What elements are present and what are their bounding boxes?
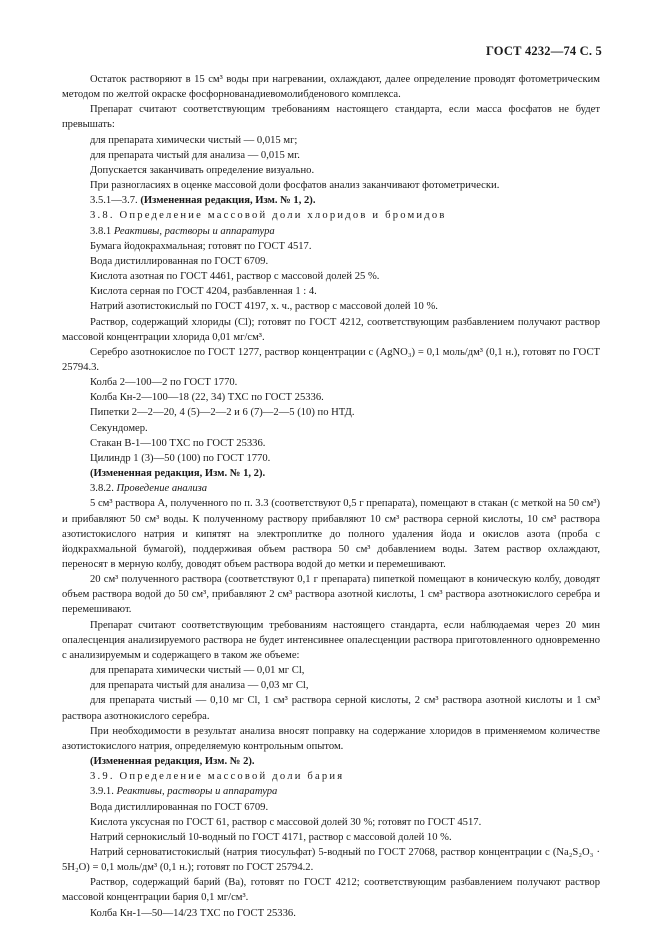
reagent-item: Раствор, содержащий барий (Ва), готовят по ГОСТ 4212; соответствующим разбавлением получают раствор массовой концентрации бария 0,1 мг/см³. xyxy=(62,877,600,904)
list-item: для препарата чистый — 0,10 мг Cl, 1 см³ раствора серной кислоты, 2 см³ раствора азотной кислоты и 1 см³ раствора азотнокислого серебра. xyxy=(62,695,600,722)
subsection-title: Проведение анализа xyxy=(116,483,208,495)
reagent-item: Вода дистиллированная по ГОСТ 6709. xyxy=(90,255,269,267)
subsection-title: Реактивы, растворы и аппаратура xyxy=(113,225,275,237)
equipment-item: Цилиндр 1 (3)—50 (100) по ГОСТ 1770. xyxy=(90,452,271,464)
list-item: для препарата химически чистый — 0,015 мг; xyxy=(90,134,298,146)
reagent-item: Бумага йодокрахмальная; готовят по ГОСТ 4517. xyxy=(90,240,312,252)
document-body xyxy=(62,72,600,921)
subsection-number: 3.8.1 xyxy=(90,225,114,237)
paragraph: При разногласиях в оценке массовой доли фосфатов анализ заканчивают фотометрически. xyxy=(90,180,500,192)
subsection-number: 3.8.2. xyxy=(90,483,117,495)
revision-note: (Измененная редакция, Изм. № 2). xyxy=(90,756,255,768)
subsection-heading xyxy=(62,481,600,496)
reagent-item: Серебро азотнокислое по ГОСТ 1277, раствор концентрации c (AgNO₃) = 0,1 моль/дм³ (0,1 н.), готовят по ГОСТ 25794.3. xyxy=(62,346,600,373)
paragraph: 20 см³ полученного раствора (соответствуют 0,1 г препарата) пипеткой помещают в коническую колбу, доводят объем раствора водой до 50 см³, прибавляют 2 см³ раствора азотной кислоты, 1 см³ раствора азотнокислого серебра и перемешивают. xyxy=(62,574,600,616)
paragraph: При необходимости в результат анализа вносят поправку на содержание хлоридов в применяемом количестве азотистокислого натрия, определяемую контрольным опытом. xyxy=(62,725,600,752)
paragraph: Остаток растворяют в 15 см³ воды при нагревании, охлаждают, далее определение проводят фотометрическим методом по желтой окраске фосфорнованадиевомолибденового комплекса. xyxy=(62,74,600,101)
paragraph: Препарат считают соответствующим требованиям настоящего стандарта, если наблюдаемая через 20 мин опалесценция анализируемого раствора не будет интенсивнее опалесценции раствора приготовленного одновременно с анализируемым и содержащего в таком же объеме: xyxy=(62,619,600,661)
reagent-item: Натрий сернокислый 10-водный по ГОСТ 4171, раствор с массовой долей 10 %. xyxy=(90,831,452,843)
list-item: для препарата химически чистый — 0,01 мг Cl, xyxy=(90,665,305,677)
revision-note xyxy=(62,193,600,208)
equipment-item: Секундомер. xyxy=(90,422,148,434)
list-item: для препарата чистый для анализа — 0,015 мг. xyxy=(90,149,300,161)
reagent-item: Кислота уксусная по ГОСТ 61, раствор с массовой долей 30 %; готовят по ГОСТ 4517. xyxy=(90,816,482,828)
section-heading: 3.8. Определение массовой доли хлоридов и бромидов xyxy=(90,210,447,222)
paragraph: 5 см³ раствора А, полученного по п. 3.3 (соответствуют 0,5 г препарата), помещают в стакан (с меткой на 50 см³) и прибавляют 50 см³ воды. К полученному раствору прибавляют 10 см³ раствора серной кислоты, 10 см³ раствора азотистокислого натрия и кипятят на электроплитке до полного удаления йода и окислов азота (проба с йодкрахмальной бумагой), поддерживая объем раствора 50 см³ добавлением воды. Затем раствор охлаждают, переносят в мерную колбу, доводят объем раствора водой до метки и перемешивают. xyxy=(62,498,600,570)
equipment-item: Колба 2—100—2 по ГОСТ 1770. xyxy=(90,377,238,389)
list-item: для препарата чистый для анализа — 0,03 мг Cl, xyxy=(90,680,309,692)
equipment-item: Стакан В-1—100 ТХС по ГОСТ 25336. xyxy=(90,437,266,449)
revision-label: (Измененная редакция, Изм. № 1, 2). xyxy=(140,195,316,207)
subsection-title: Реактивы, растворы и аппаратура xyxy=(116,786,278,798)
paragraph: Препарат считают соответствующим требованиям настоящего стандарта, если масса фосфатов не будет превышать: xyxy=(62,104,600,131)
equipment-item: Колба Кн-2—100—18 (22, 34) ТХС по ГОСТ 25336. xyxy=(90,392,324,404)
reagent-item: Кислота серная по ГОСТ 4204, разбавленная 1 : 4. xyxy=(90,286,317,298)
section-heading: 3.9. Определение массовой доли бария xyxy=(90,771,345,783)
reagent-item: Кислота азотная по ГОСТ 4461, раствор с массовой долей 25 %. xyxy=(90,271,380,283)
reagent-item: Натрий серноватистокислый (натрия тиосульфат) 5-водный по ГОСТ 27068, раствор концентрации c (Na₂S₂O₃ · 5H₂O) = 0,1 моль/дм³ (0,1 н.); готовят по ГОСТ 25794.2. xyxy=(62,846,600,874)
subsection-number: 3.9.1. xyxy=(90,786,117,798)
page-header: ГОСТ 4232—74 С. 5 xyxy=(485,44,602,58)
revision-note: (Измененная редакция, Изм. № 1, 2). xyxy=(90,468,266,480)
reagent-item: Вода дистиллированная по ГОСТ 6709. xyxy=(90,801,269,813)
paragraph: Допускается заканчивать определение визуально. xyxy=(90,164,315,176)
section-number: 3.5.1—3.7. xyxy=(90,195,141,207)
subsection-heading xyxy=(62,224,600,239)
equipment-item: Пипетки 2—2—20, 4 (5)—2—2 и 6 (7)—2—5 (10) по НТД. xyxy=(90,407,355,419)
equipment-item: Колба Кн-1—50—14/23 ТХС по ГОСТ 25336. xyxy=(90,907,296,919)
subsection-heading xyxy=(62,784,600,799)
reagent-item: Раствор, содержащий хлориды (Cl); готовят по ГОСТ 4212, соответствующим разбавлением получают раствор массовой концентрации хлорида 0,01 мг/см³. xyxy=(62,316,600,343)
reagent-item: Натрий азотистокислый по ГОСТ 4197, х. ч., раствор с массовой долей 10 %. xyxy=(90,301,438,313)
